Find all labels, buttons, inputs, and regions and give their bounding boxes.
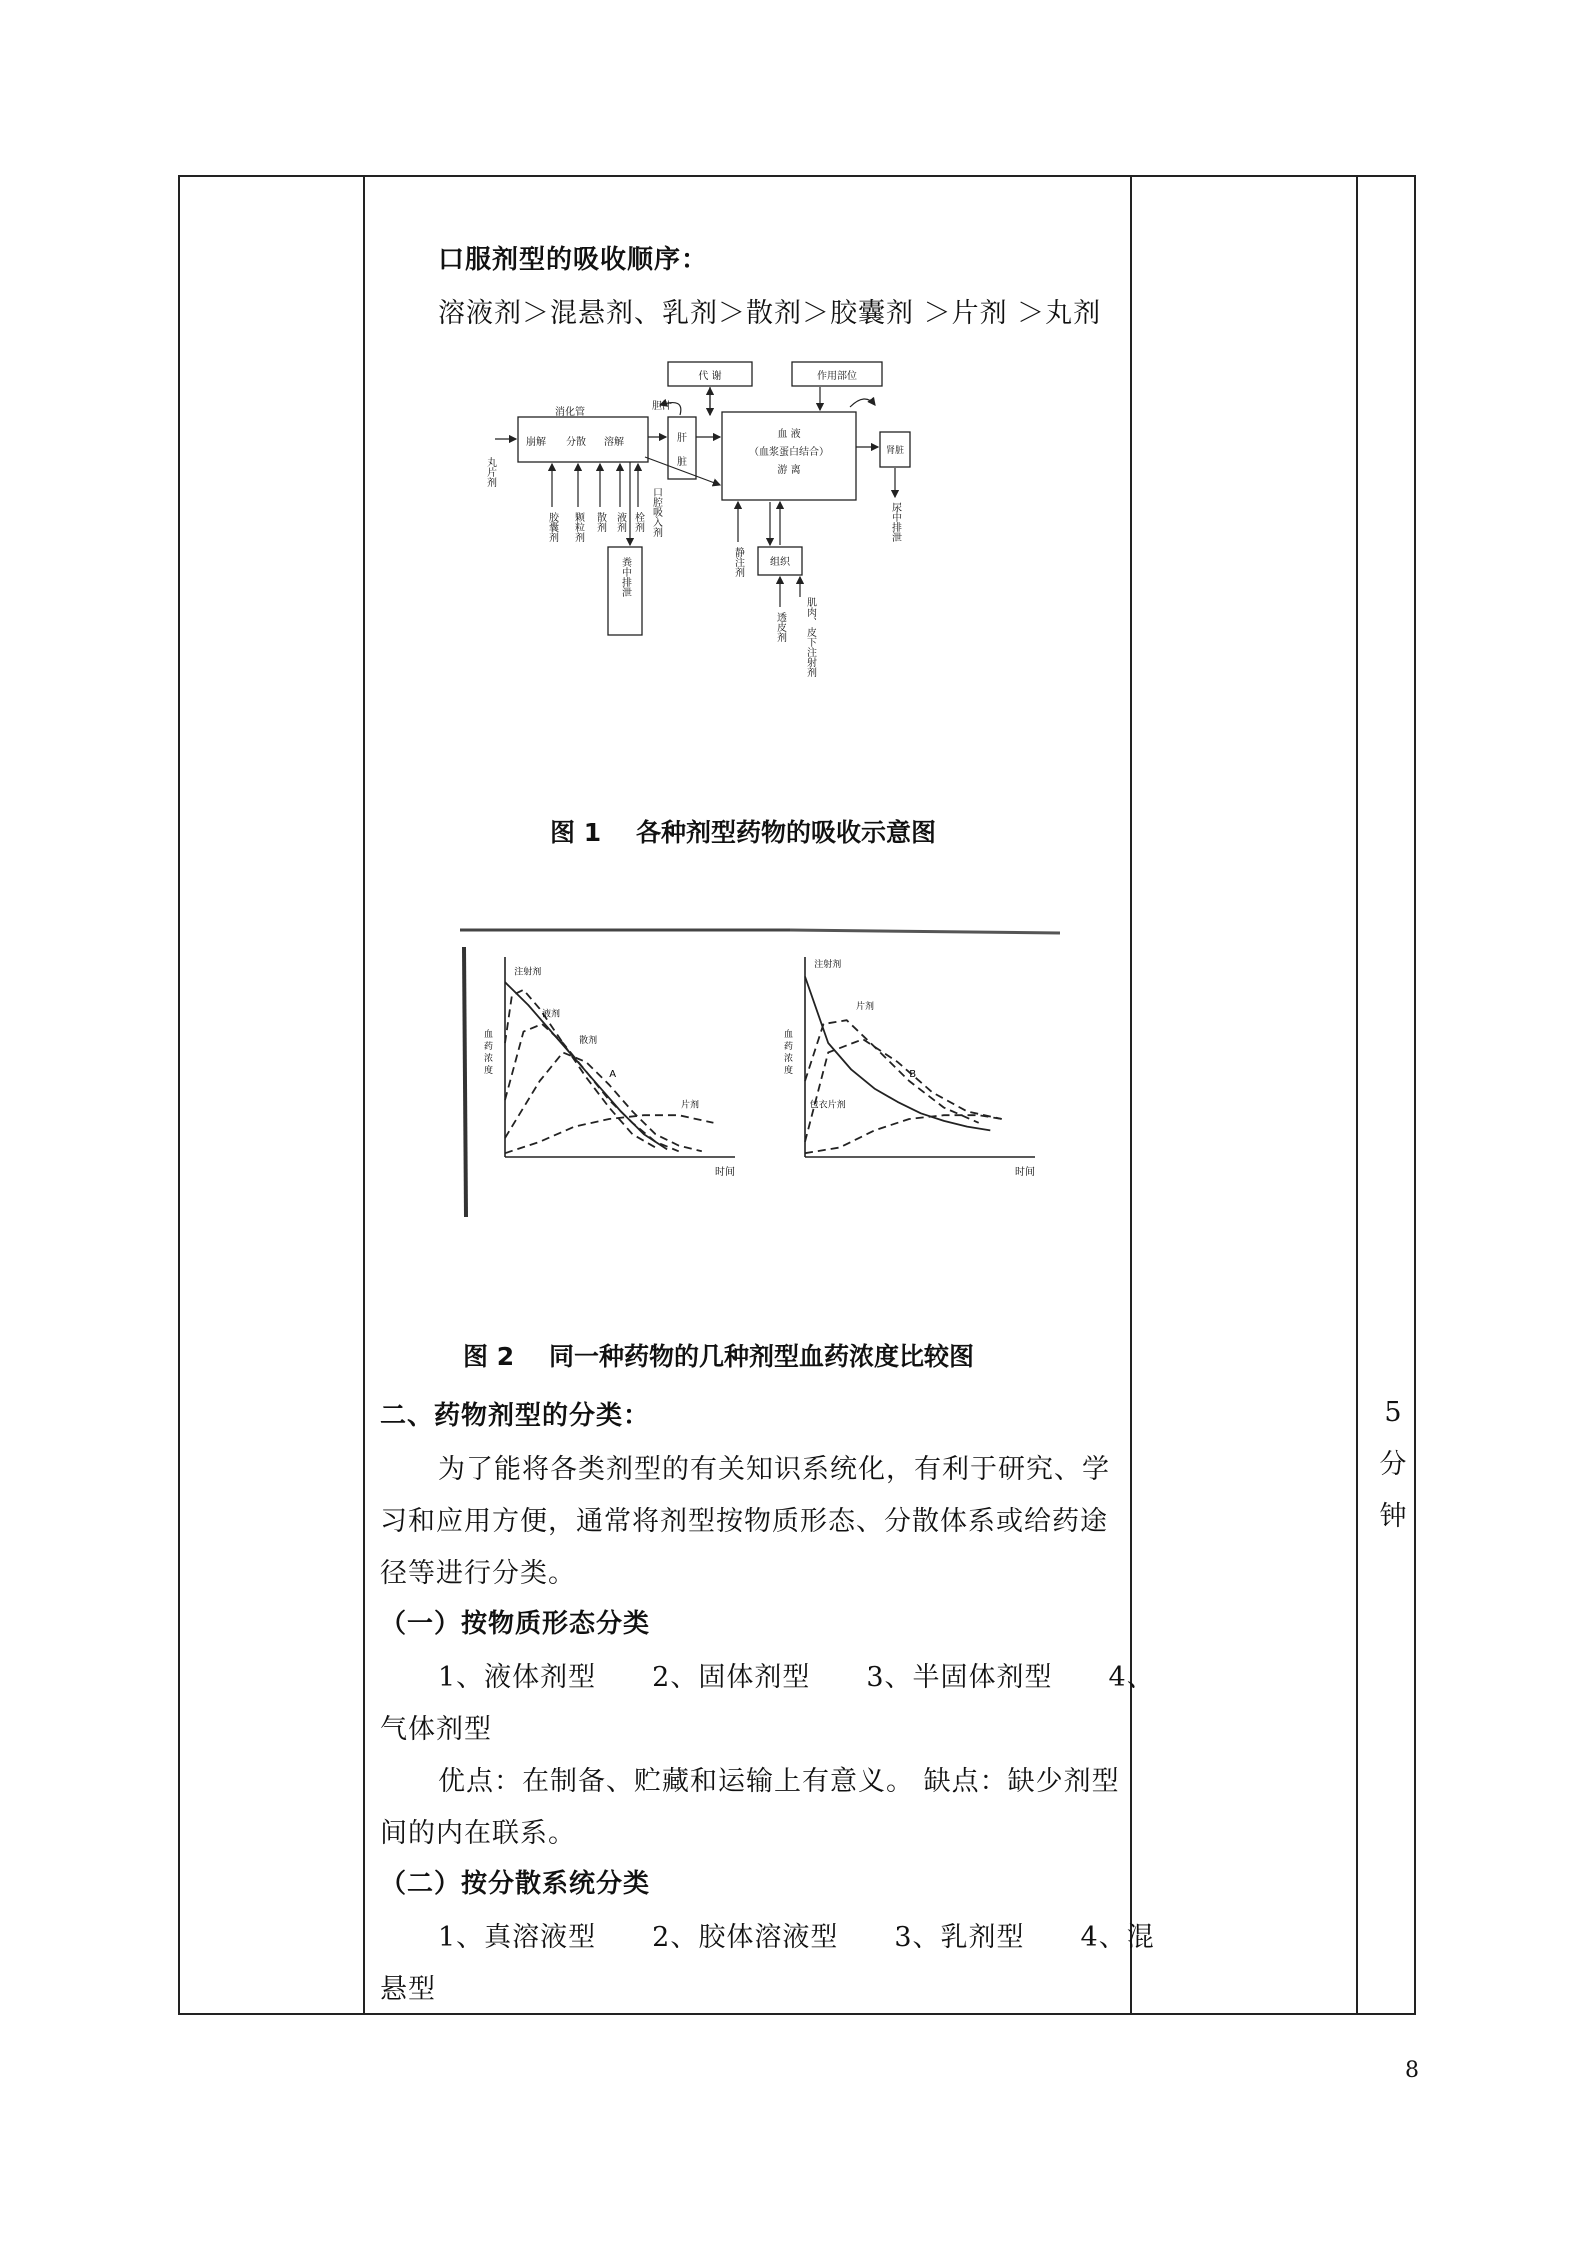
oral-order-sequence: 溶液剂＞混悬剂、乳剂＞散剂＞胶囊剂 ＞片剂 ＞丸剂 — [438, 298, 1102, 329]
liver-label-1: 肝 — [677, 433, 687, 444]
time-note-number: 5 — [1384, 1397, 1402, 1428]
figure2-caption — [463, 1337, 974, 1373]
series-line — [505, 1053, 702, 1152]
y-axis-label-char: 血 — [484, 1030, 494, 1040]
section2-title: 二、药物剂型的分类： — [380, 1401, 651, 1431]
figure1-label: 图 1 — [550, 818, 602, 847]
gi-tract-label: 消化管 — [555, 407, 585, 418]
input-inhalation: 口腔吸入剂 — [650, 487, 662, 537]
sub2-title: （二）按分散系统分类 — [380, 1869, 651, 1899]
site-of-action-label: 作用部位 — [817, 371, 857, 382]
chart-b — [784, 957, 1035, 1178]
section2-intro-2: 习和应用方便，通常将剂型按物质形态、分散体系或给药途 — [380, 1506, 1108, 1537]
figure1-caption — [550, 813, 936, 849]
y-axis-label-char: 药 — [484, 1042, 494, 1052]
series-label: 片剂 — [681, 1100, 700, 1111]
page-number: 8 — [1405, 2058, 1419, 2083]
concentration-charts — [460, 927, 1080, 1267]
series-label: 片剂 — [855, 1001, 874, 1012]
plasma-protein-label: （血浆蛋白结合） — [749, 447, 829, 458]
series-line — [505, 982, 667, 1149]
chart-a — [484, 957, 735, 1178]
sub1-note-1: 优点：在制备、贮藏和运输上有意义。 缺点：缺少剂型 — [438, 1766, 1120, 1797]
section2-intro-3: 径等进行分类。 — [380, 1558, 576, 1589]
chart-title: A — [609, 1069, 617, 1081]
series-line — [505, 1115, 713, 1153]
input-liquid: 液剂 — [614, 512, 626, 532]
input-iv-injection: 静注剂 — [732, 547, 744, 577]
x-axis-label: 时间 — [1015, 1167, 1035, 1178]
dissolution-label: 溶解 — [604, 437, 624, 448]
sub2-items-2: 悬型 — [380, 1974, 436, 2005]
series-label: 散剂 — [579, 1036, 598, 1046]
sub2-items-1: 1、真溶液型 2、胶体溶液型 3、乳剂型 4、混 — [438, 1922, 1155, 1953]
y-axis-label-char: 药 — [784, 1042, 794, 1052]
series-label: 注射剂 — [514, 967, 542, 978]
y-axis-label-char: 度 — [484, 1066, 494, 1076]
y-axis-label-char: 浓 — [784, 1054, 794, 1064]
input-powder: 散剂 — [594, 512, 606, 532]
series-line — [805, 1115, 1002, 1153]
sub1-note-2: 间的内在联系。 — [380, 1818, 576, 1849]
tissue-label: 组织 — [770, 557, 790, 568]
input-granule: 颗粒剂 — [572, 512, 584, 542]
input-transdermal: 透皮剂 — [774, 612, 786, 642]
metabolism-label: 代 谢 — [698, 371, 722, 382]
bile-label: 胆汁 — [652, 401, 672, 412]
column-divider — [1130, 177, 1132, 2013]
time-note-unit-2: 钟 — [1379, 1501, 1407, 1532]
figure2-label: 图 2 — [463, 1342, 515, 1371]
input-capsule: 胶囊剂 — [546, 512, 558, 542]
input-im-sc: 肌肉、皮下注射剂 — [804, 597, 816, 677]
x-axis-label: 时间 — [715, 1167, 735, 1178]
figure1-title: 各种剂型药物的吸收示意图 — [635, 818, 936, 847]
sub1-items-1: 1、液体剂型 2、固体剂型 3、半固体剂型 4、 — [438, 1662, 1155, 1693]
sub1-items-2: 气体剂型 — [380, 1714, 492, 1745]
urine-label: 尿中排泄 — [889, 502, 901, 542]
disintegration-label: 崩解 — [526, 437, 546, 448]
series-label: 包衣片剂 — [809, 1100, 846, 1111]
liver-box — [668, 417, 696, 479]
y-axis-label-char: 浓 — [484, 1054, 494, 1064]
absorption-diagram — [480, 357, 1000, 737]
y-axis-label-char: 血 — [784, 1030, 794, 1040]
time-note-unit-1: 分 — [1379, 1449, 1407, 1480]
input-pill-tablet: 丸片剂 — [484, 457, 496, 487]
series-label: 液剂 — [542, 1009, 561, 1020]
time-note — [1375, 1387, 1411, 1543]
y-axis-label-char: 度 — [784, 1066, 794, 1076]
free-label: 游 离 — [777, 465, 801, 476]
liver-label-2: 脏 — [677, 457, 687, 468]
section2-intro-1: 为了能将各类剂型的有关知识系统化，有利于研究、学 — [438, 1454, 1110, 1485]
chart-title: B — [909, 1069, 917, 1081]
series-label: 注射剂 — [814, 960, 842, 970]
feces-label: 粪中排泄 — [619, 557, 631, 597]
sub1-title: （一）按物质形态分类 — [380, 1609, 651, 1639]
column-divider — [363, 177, 365, 2013]
lesson-table — [178, 175, 1416, 2015]
oral-order-title: 口服剂型的吸收顺序： — [438, 245, 709, 275]
blood-label: 血 液 — [777, 429, 801, 440]
dispersion-label: 分散 — [566, 437, 586, 448]
figure2-title: 同一种药物的几种剂型血药浓度比较图 — [548, 1342, 974, 1371]
series-line — [805, 1039, 1002, 1142]
input-suppository: 栓剂 — [632, 512, 644, 532]
column-divider — [1356, 177, 1358, 2013]
kidney-label: 肾脏 — [885, 446, 905, 456]
